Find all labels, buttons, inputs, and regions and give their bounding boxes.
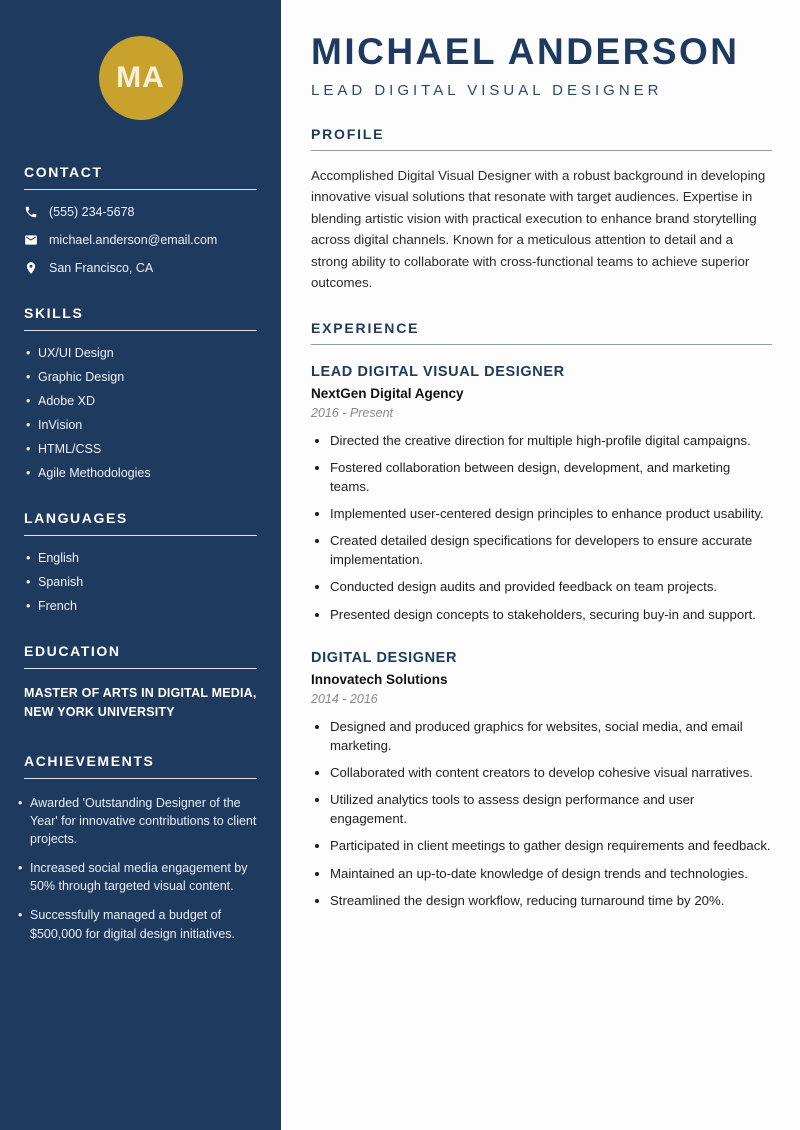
phone-icon <box>24 205 38 219</box>
job-bullet-list <box>311 718 772 910</box>
contact-section-title: CONTACT <box>24 164 257 190</box>
contact-email <box>24 233 257 247</box>
skills-section <box>24 305 257 480</box>
experience-bullet: • Presented design concepts to stakeholders, securing buy-in and support. <box>330 606 772 625</box>
education-degree: MASTER OF ARTS IN DIGITAL MEDIA, <box>24 686 257 700</box>
profile-heading: PROFILE <box>311 126 772 151</box>
language-item: • French <box>24 599 257 613</box>
skill-item: • Graphic Design <box>24 370 257 384</box>
experience-bullet: • Directed the creative direction for multiple high-profile digital campaigns. <box>330 432 772 451</box>
profile-text: Accomplished Digital Visual Designer with a robust background in developing innovative visual solutions that resonate with target audiences. Expertise in blending artistic vision with practical execution to enhance brand storytelling across digital channels. Known for a meticulous attention to detail and a strong ability to collaborate with cross-functional teams to achieve superior outcomes. <box>311 167 766 291</box>
languages-section <box>24 510 257 613</box>
experience-bullet: • Designed and produced graphics for websites, social media, and email marketing. <box>330 718 772 755</box>
contact-phone <box>24 205 257 219</box>
contact-section <box>24 164 257 275</box>
job-company: NextGen Digital Agency <box>311 385 464 401</box>
avatar-wrap <box>24 36 257 120</box>
skill-item: • UX/UI Design <box>24 346 257 360</box>
experience-heading: EXPERIENCE <box>311 320 772 345</box>
experience-bullet: • Maintained an up-to-date knowledge of design trends and technologies. <box>330 865 772 884</box>
job-title: DIGITAL DESIGNER <box>311 650 458 667</box>
education-entry <box>24 684 257 723</box>
achievement-item: • Increased social media engagement by 50% through targeted visual content. <box>16 859 257 895</box>
experience-job <box>311 650 772 910</box>
sidebar <box>0 0 281 1130</box>
skill-item: • InVision <box>24 418 257 432</box>
job-dates: 2016 - Present <box>311 405 393 420</box>
education-section <box>24 643 257 723</box>
email-icon <box>24 233 38 247</box>
experience-bullet: • Streamlined the design workflow, reducing turnaround time by 20%. <box>330 892 772 911</box>
skill-item: • Agile Methodologies <box>24 466 257 480</box>
contact-location-text: San Francisco, CA <box>49 261 154 275</box>
experience-bullet: • Created detailed design specifications for developers to ensure accurate implementation. <box>330 532 772 569</box>
achievements-list <box>16 794 257 943</box>
skills-list <box>24 346 257 480</box>
job-bullet-list <box>311 432 772 624</box>
languages-list <box>24 551 257 613</box>
skills-section-title: SKILLS <box>24 305 257 331</box>
experience-bullet: • Collaborated with content creators to develop cohesive visual narratives. <box>330 764 772 783</box>
contact-email-text: michael.anderson@email.com <box>49 233 218 247</box>
experience-job <box>311 364 772 624</box>
education-section-title: EDUCATION <box>24 643 257 669</box>
languages-section-title: LANGUAGES <box>24 510 257 536</box>
candidate-title: LEAD DIGITAL VISUAL DESIGNER <box>311 81 663 99</box>
experience-bullet: • Fostered collaboration between design, development, and marketing teams. <box>330 459 772 496</box>
experience-bullet: • Conducted design audits and provided feedback on team projects. <box>330 578 772 597</box>
location-icon <box>24 261 38 275</box>
experience-bullet: • Implemented user-centered design principles to enhance product usability. <box>330 505 772 524</box>
candidate-name: MICHAEL ANDERSON <box>311 31 740 72</box>
achievements-section <box>24 753 257 943</box>
skill-item: • Adobe XD <box>24 394 257 408</box>
contact-phone-text: (555) 234-5678 <box>49 205 135 219</box>
achievement-item: • Awarded 'Outstanding Designer of the Year' for innovative contributions to client projects. <box>16 794 257 848</box>
achievements-section-title: ACHIEVEMENTS <box>24 753 257 779</box>
job-dates: 2014 - 2016 <box>311 692 378 707</box>
main-content <box>281 0 800 1130</box>
language-item: • English <box>24 551 257 565</box>
experience-bullet: • Participated in client meetings to gather design requirements and feedback. <box>330 837 772 856</box>
avatar-initials: MA <box>116 61 165 94</box>
experience-bullet: • Utilized analytics tools to assess design performance and user engagement. <box>330 791 772 828</box>
job-title: LEAD DIGITAL VISUAL DESIGNER <box>311 363 565 380</box>
education-school: NEW YORK UNIVERSITY <box>24 705 175 720</box>
contact-location <box>24 261 257 275</box>
avatar <box>99 36 183 120</box>
job-company: Innovatech Solutions <box>311 672 448 688</box>
language-item: • Spanish <box>24 575 257 589</box>
skill-item: • HTML/CSS <box>24 442 257 456</box>
achievement-item: • Successfully managed a budget of $500,000 for digital design initiatives. <box>16 906 257 942</box>
